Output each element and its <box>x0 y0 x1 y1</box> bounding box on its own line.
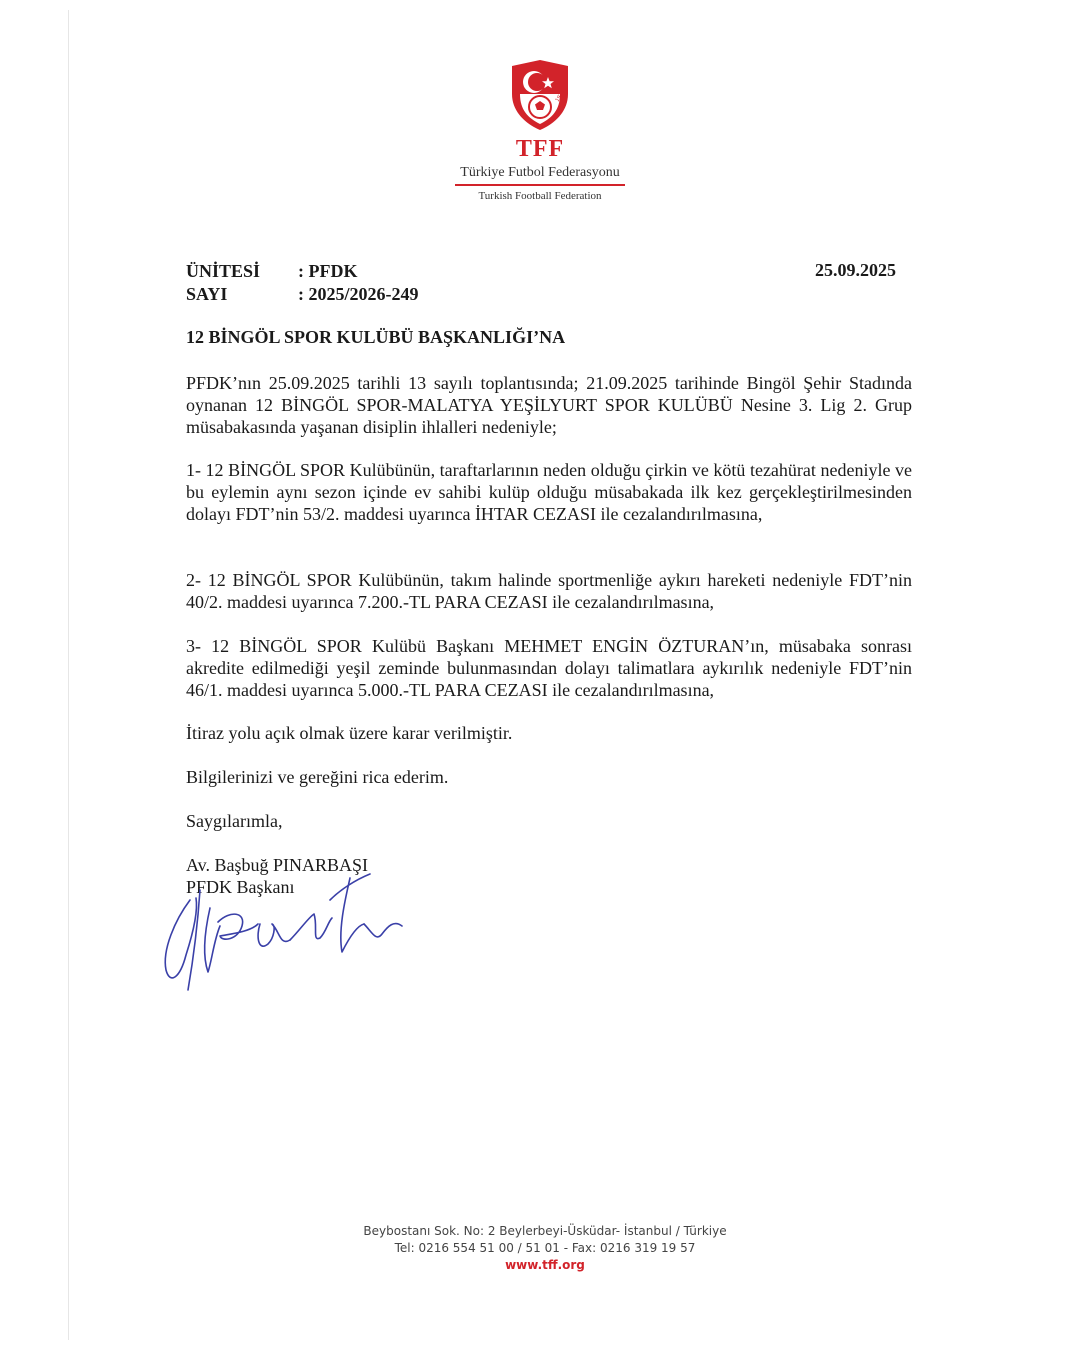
document-date: 25.09.2025 <box>815 260 896 280</box>
crest-year: 1923 <box>554 88 567 103</box>
number-row <box>186 283 419 306</box>
letterhead <box>440 58 640 202</box>
decision-item-3: 3- 12 BİNGÖL SPOR Kulübü Başkanı MEHMET ENGİN ÖZTURAN’ın, müsabaka sonrası akredite edilmediği yeşil zeminde bulunmasından dolayı talimatlara aykırılık nedeniyle FDT’nin 46/1. maddesi uyarınca 5.000.-TL PARA CEZASI ile cezalandırılmasına, <box>186 636 912 700</box>
brand-name-english: Turkish Football Federation <box>478 190 602 202</box>
closing-regards: Saygılarımla, <box>186 811 283 831</box>
letter-footer <box>300 1223 790 1274</box>
intro-paragraph: PFDK’nın 25.09.2025 tarihli 13 sayılı toplantısında; 21.09.2025 tarihinde Bingöl Şehir Stadında oynanan 12 BİNGÖL SPOR-MALATYA YEŞİLYURT SPOR KULÜBÜ Nesine 3. Lig 2. Grup müsabakasında yaşanan disiplin ihlalleri nedeniyle; <box>186 373 912 437</box>
page-edge-divider <box>68 10 69 1340</box>
brand-name-turkish: Türkiye Futbol Federasyonu <box>460 165 620 180</box>
footer-address: Beybostanı Sok. No: 2 Beylerbeyi-Üsküdar- İstanbul / Türkiye <box>363 1224 727 1238</box>
tff-crest-icon <box>508 58 572 132</box>
brand-acronym: TFF <box>515 136 565 162</box>
signer-name: Av. Başbuğ PINARBAŞI <box>186 855 369 875</box>
decision-item-1: 1- 12 BİNGÖL SPOR Kulübünün, taraftarlarının neden olduğu çirkin ve kötü tezahürat nedeniyle ve bu eylemin aynı sezon içinde ev sahibi kulüp olduğu müsabakada ilk kez gerçekleştirilmesinden dolayı FDT’nin 53/2. maddesi uyarınca İHTAR CEZASI ile cezalandırılmasına, <box>186 460 912 524</box>
number-value: : 2025/2026-249 <box>298 284 419 304</box>
unit-label: ÜNİTESİ <box>186 261 261 281</box>
number-label: SAYI <box>186 284 228 304</box>
unit-value: : PFDK <box>298 261 358 281</box>
footer-phone: Tel: 0216 554 51 00 / 51 01 - Fax: 0216 319 19 57 <box>394 1241 696 1255</box>
objection-note: İtiraz yolu açık olmak üzere karar verilmiştir. <box>186 723 513 743</box>
request-note: Bilgilerinizi ve gereğini rica ederim. <box>186 767 449 787</box>
decision-item-2: 2- 12 BİNGÖL SPOR Kulübünün, takım halinde sportmenliğe aykırı hareketi nedeniyle FDT’nin 40/2. maddesi uyarınca 7.200.-TL PARA CEZASI ile cezalandırılmasına, <box>186 570 912 612</box>
document-meta <box>186 260 419 306</box>
footer-website-link[interactable]: www.tff.org <box>505 1258 585 1272</box>
brand-divider <box>455 184 625 186</box>
signer-title: PFDK Başkanı <box>186 877 295 897</box>
unit-row <box>186 260 419 283</box>
addressee: 12 BİNGÖL SPOR KULÜBÜ BAŞKANLIĞI’NA <box>186 327 566 347</box>
handwritten-signature-icon <box>150 860 420 1000</box>
